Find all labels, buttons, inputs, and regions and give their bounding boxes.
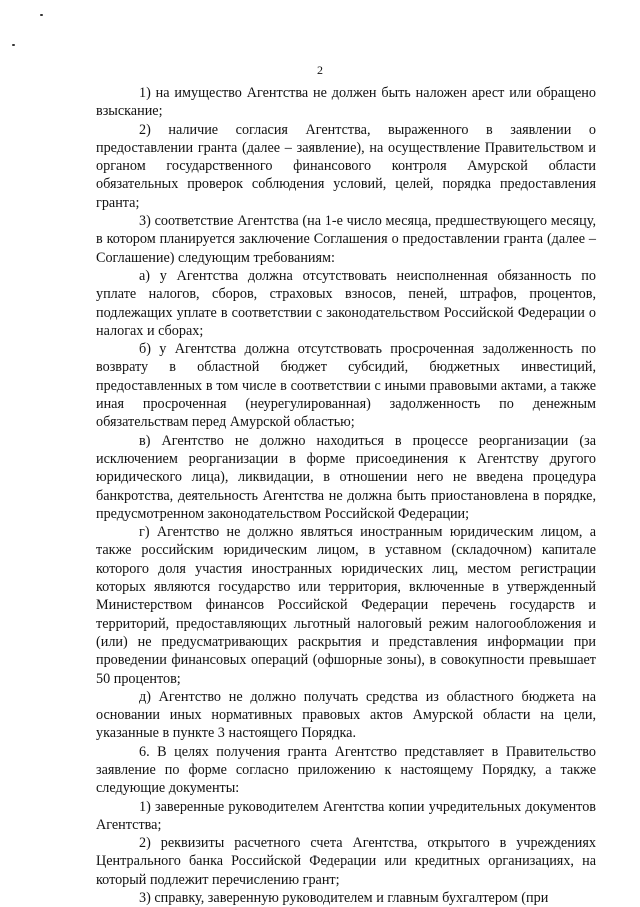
scan-speck [40,14,43,16]
paragraph: 3) соответствие Агентства (на 1-е число месяца, предшествующего месяцу, в котором планируется заключение Соглашения о предоставлении гранта (далее – Соглашение) следующим требованиям: [96,213,596,266]
paragraph: 2) реквизиты расчетного счета Агентства, открытого в учреждениях Центрального банка Российской Федерации или кредитных организациях, на который подлежит перечислению грант; [96,835,596,888]
scan-speck [12,44,15,46]
page-number: 2 [317,63,323,77]
paragraph: 3) справку, заверенную руководителем и главным бухгалтером (при [139,890,549,907]
paragraph: д) Агентство не должно получать средства из областного бюджета на основании иных нормативных правовых актов Амурской области на цели, указанные в пункте 3 настоящего Порядка. [96,688,596,742]
paragraph: б) у Агентства должна отсутствовать просроченная задолженность по возврату в областной бюджет субсидий, бюджетных инвестиций, предоставленных в том числе в соответствии с иными правовыми актами, а также иная просроченная (неурегулированная) задолженность по денежным обязательствам перед Амурской областью; [96,341,596,431]
document-body [96,84,596,907]
paragraph: в) Агентство не должно находиться в процессе реорганизации (за исключением реорганизации в форме присоединения к Агентству другого юридического лица), ликвидации, в отношении него не введена процедура банкротства, деятельность Агентства не должна быть приостановлена в порядке, предусмотренном законодательством Российской Федерации; [96,432,596,522]
paragraph: 2) наличие согласия Агентства, выраженного в заявлении о предоставлении гранта (далее – заявление), на осуществление Правительством и органом государственного финансового контроля Амурской области обязательных проверок соблюдения условий, целей, порядка предоставления гранта; [96,121,596,211]
paragraph: 1) заверенные руководителем Агентства копии учредительных документов Агентства; [96,798,596,833]
paragraph: а) у Агентства должна отсутствовать неисполненная обязанность по уплате налогов, сборов, страховых взносов, пеней, штрафов, процентов, подлежащих уплате в соответствии с законодательством Российской Федерации о налогах и сборах; [96,267,596,339]
paragraph: 6. В целях получения гранта Агентство представляет в Правительство заявление по форме согласно приложению к настоящему Порядку, а также следующие документы: [96,743,596,797]
paragraph: г) Агентство не должно являться иностранным юридическим лицом, а также российским юридическим лицом, в уставном (складочном) капитале которого доля участия иностранных юридических лиц, местом регистрации которых являются государство или территория, включенные в утвержденный Министерством финансов Российской Федерации перечень государств и территорий, предоставляющих льготный налоговый режим налогообложения и (или) не предусматривающих раскрытия и представления информации при проведении финансовых операций (офшорные зоны), в совокупности превышает 50 процентов; [96,524,596,687]
paragraph: 1) на имущество Агентства не должен быть наложен арест или обращено взыскание; [96,85,596,120]
